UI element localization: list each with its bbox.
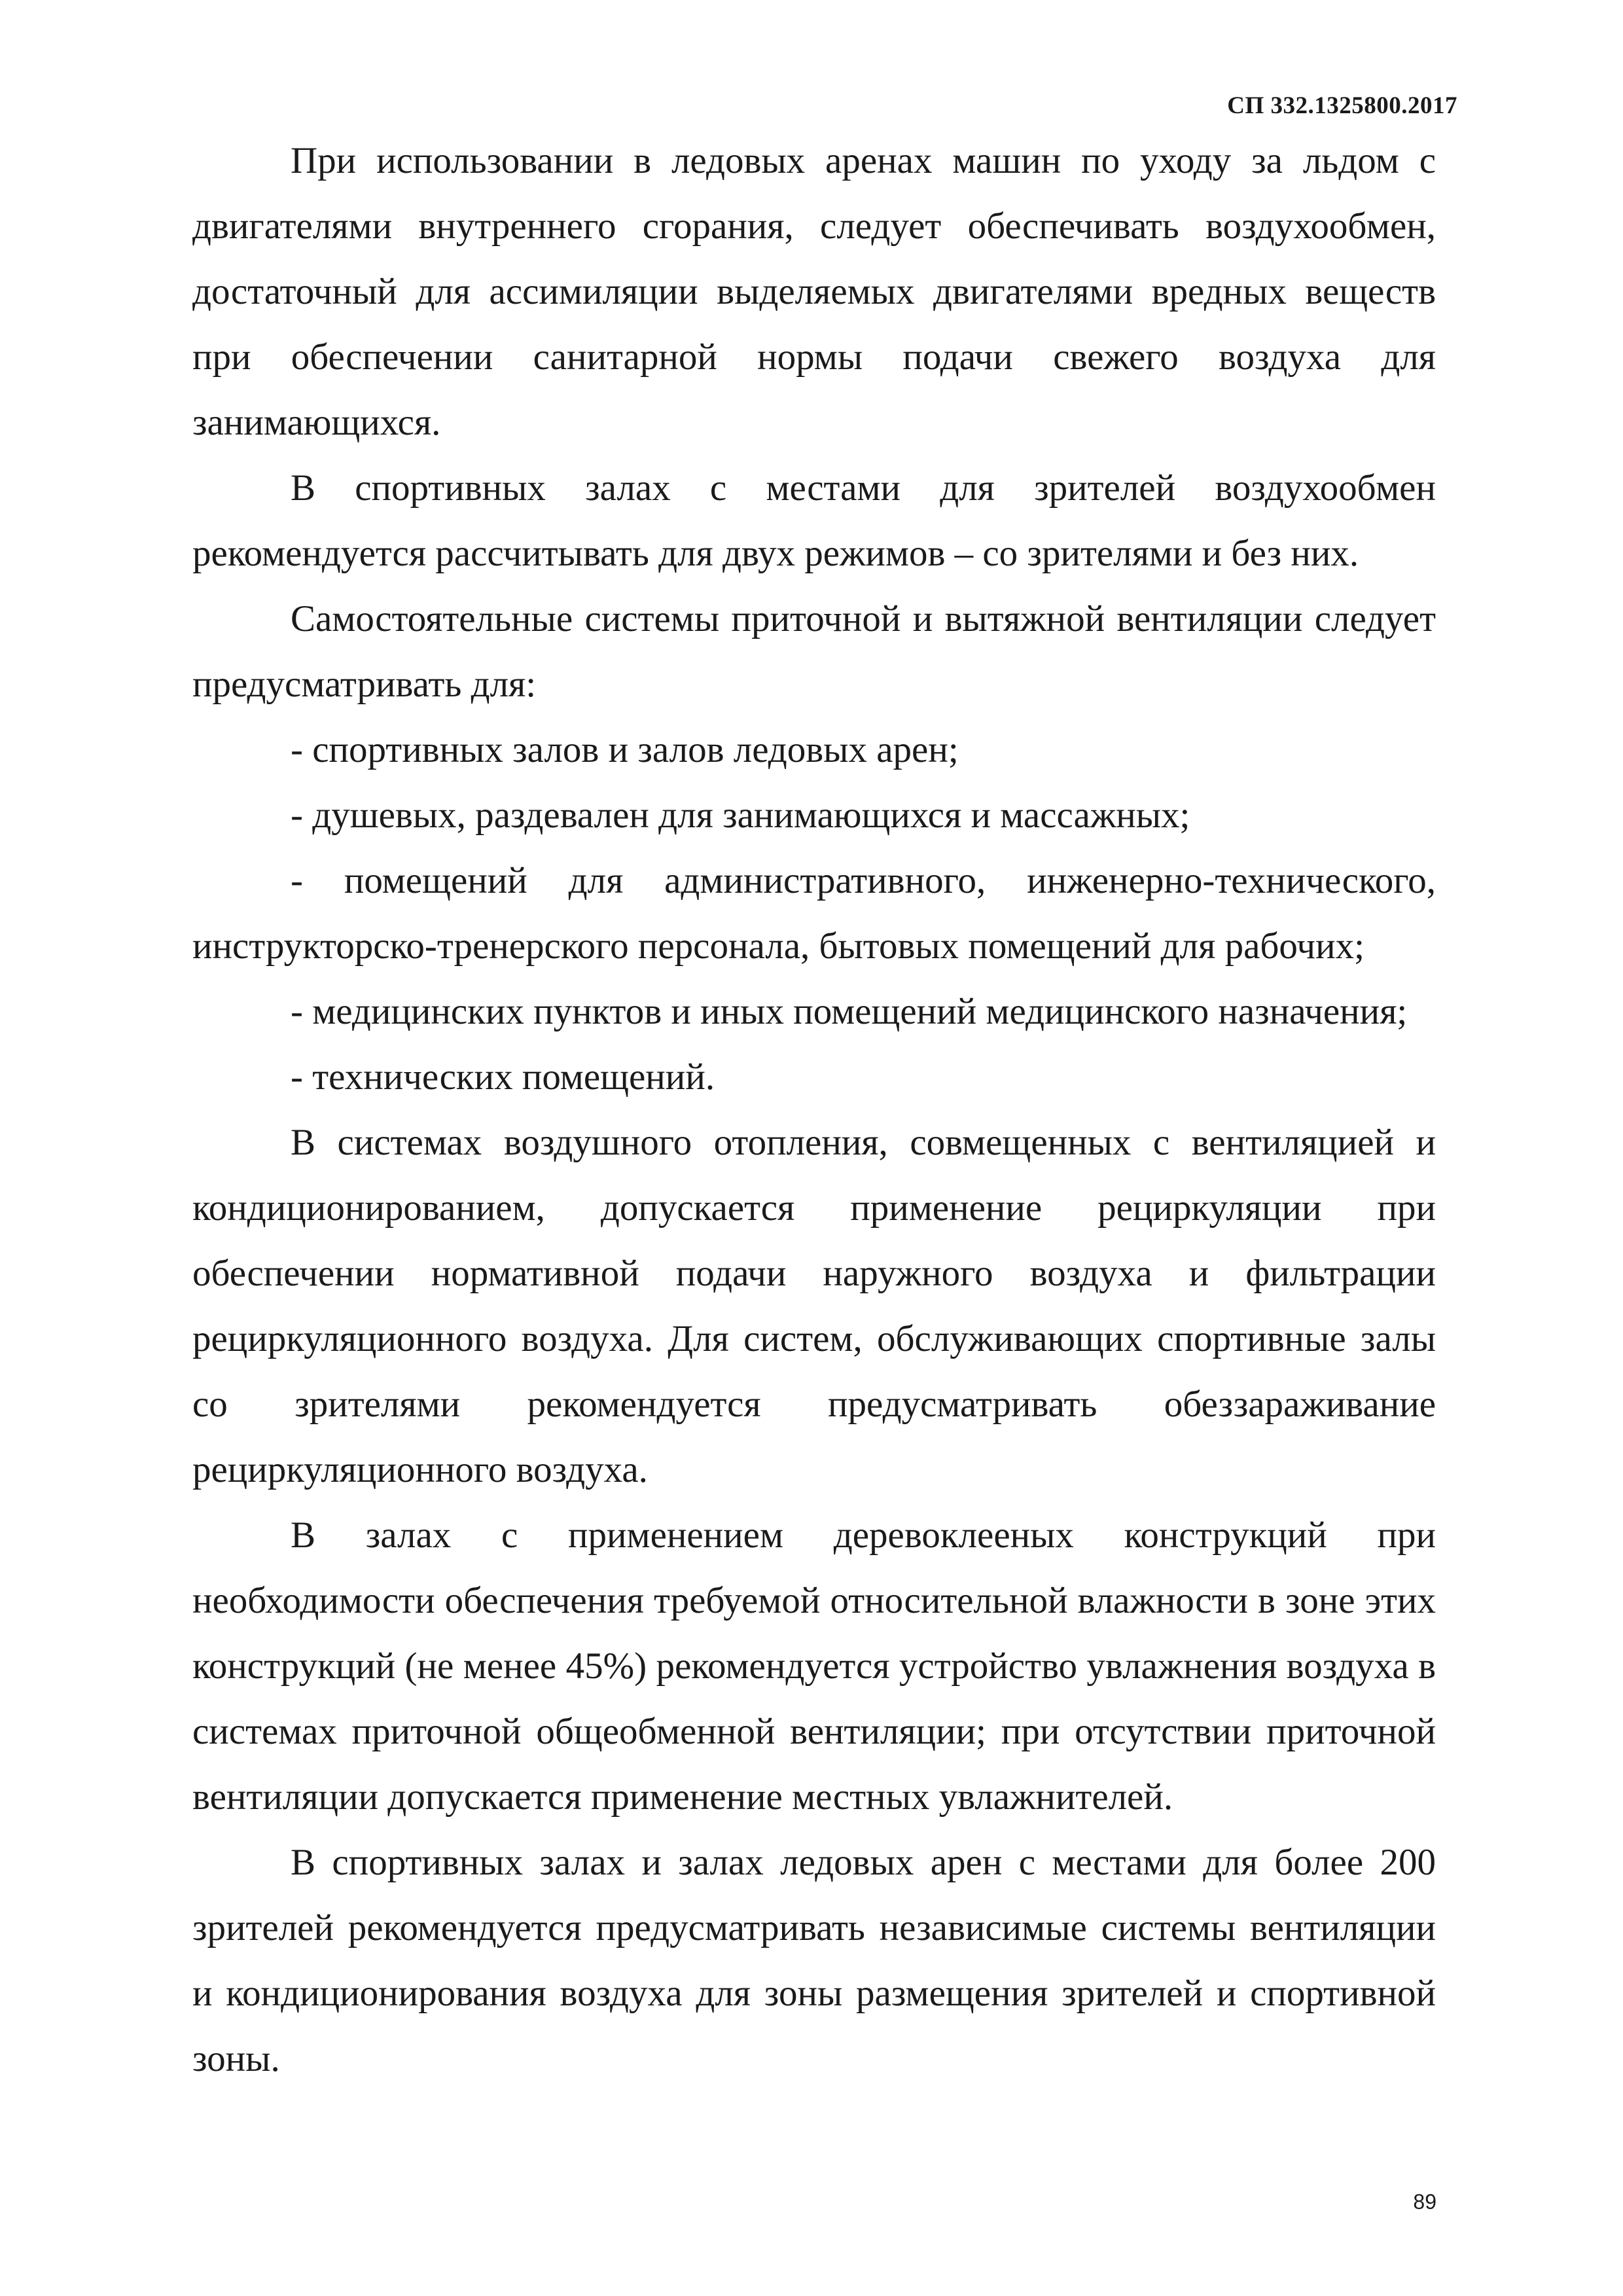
list-item: - помещений для административного, инженерно-технического, инструкторско-тренерского персонала, бытовых помещений для рабочих; (192, 860, 1436, 967)
paragraph-recirculation: В системах воздушного отопления, совмещенных с вентиляцией и кондиционированием, допускается применение рециркуляции при обеспечении нормативной подачи наружного воздуха и фильтрации рециркуляционного воздуха. Для систем, обслуживающих спортивные залы со зрителями рекомендуется предусматривать обеззараживание рециркуляционного воздуха. (192, 1122, 1436, 1490)
paragraph-spectator-modes: В спортивных залах с местами для зрителей воздухообмен рекомендуется рассчитывать для двух режимов – со зрителями и без них. (192, 467, 1436, 574)
list-item: - душевых, раздевален для занимающихся и массажных; (291, 795, 1190, 836)
paragraph-large-halls: В спортивных залах и залах ледовых арен с местами для более 200 зрителей рекомендуется предусматривать независимые системы вентиляции и кондиционирования воздуха для зоны размещения зрителей и спортивной зоны. (192, 1842, 1436, 2079)
document-code: СП 332.1325800.2017 (1227, 92, 1457, 119)
document-body (192, 128, 1436, 2092)
list-item: - технических помещений. (291, 1056, 715, 1098)
paragraph-independent-systems: Самостоятельные системы приточной и вытяжной вентиляции следует предусматривать для: (192, 598, 1436, 705)
paragraph-ice-machines: При использовании в ледовых аренах машин по уходу за льдом с двигателями внутреннего сгорания, следует обеспечивать воздухообмен, достаточный для ассимиляции выделяемых двигателями вредных веществ при обеспечении санитарной нормы подачи свежего воздуха для занимающихся. (192, 140, 1436, 443)
paragraph-humidification: В залах с применением деревоклееных конструкций при необходимости обеспечения требуемой относительной влажности в зоне этих конструкций (не менее 45%) рекомендуется устройство увлажнения воздуха в системах приточной общеобменной вентиляции; при отсутствии приточной вентиляции допускается применение местных увлажнителей. (192, 1515, 1436, 1818)
list-item: - медицинских пунктов и иных помещений медицинского назначения; (291, 991, 1408, 1032)
page-number: 89 (1413, 2190, 1436, 2214)
list-item: - спортивных залов и залов ледовых арен; (291, 729, 959, 770)
